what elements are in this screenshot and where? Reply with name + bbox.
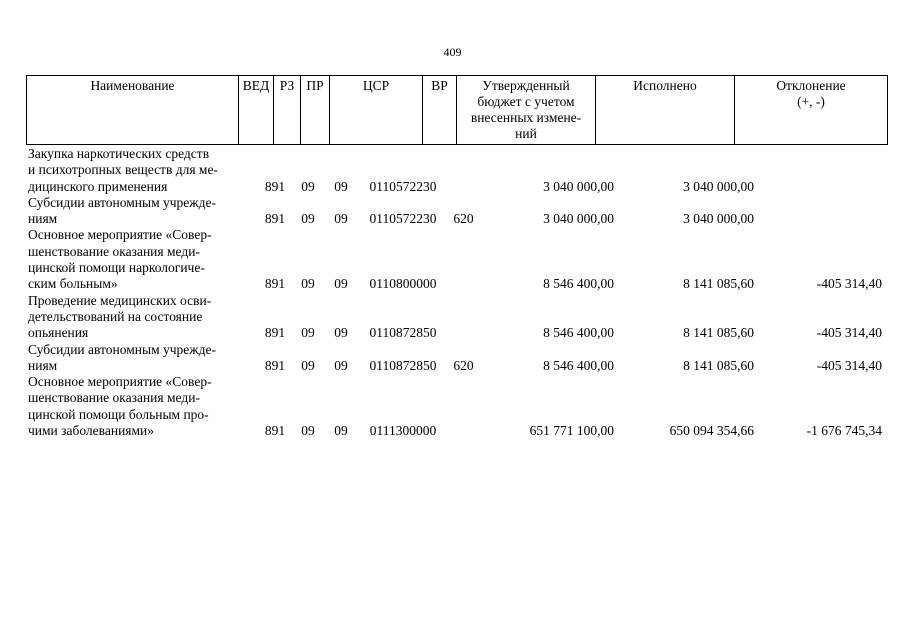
row-vr: 620 — [453, 211, 474, 227]
row-name — [26, 342, 240, 375]
row-name-line: ниям — [28, 357, 58, 373]
row-name-line: Основное мероприятие «Совер- — [28, 374, 212, 390]
table-row — [26, 146, 887, 195]
row-name-line: чими заболеваниями» — [28, 423, 155, 439]
row-budget: 651 771 100,00 — [529, 423, 614, 439]
header-executed: Исполнено — [596, 76, 735, 145]
row-name — [26, 227, 240, 292]
row-ved: 891 — [264, 276, 286, 292]
row-name — [26, 195, 240, 228]
row-name — [26, 293, 240, 342]
row-csr: 0110872850 — [369, 325, 437, 341]
page-number: 409 — [443, 45, 462, 59]
row-executed: 8 141 085,60 — [683, 325, 754, 341]
row-rz: 09 — [301, 276, 315, 292]
row-pr: 09 — [334, 423, 348, 439]
row-pr: 09 — [334, 276, 348, 292]
row-rz: 09 — [301, 423, 315, 439]
row-rz: 09 — [301, 178, 315, 194]
header-pr: ПР — [301, 76, 330, 145]
row-csr: 0110800000 — [369, 276, 437, 292]
row-executed: 8 141 085,60 — [683, 276, 754, 292]
row-pr: 09 — [334, 325, 348, 341]
table-row — [26, 195, 887, 228]
row-executed: 3 040 000,00 — [683, 178, 754, 194]
header-budget-line: внесенных измене- — [470, 110, 582, 125]
header-csr: ЦСР — [330, 76, 423, 145]
row-name-line: ским больным» — [28, 276, 118, 292]
row-budget: 3 040 000,00 — [543, 211, 614, 227]
row-deviation: -405 314,40 — [816, 357, 882, 373]
row-name-line: Закупка наркотических средств — [28, 146, 210, 161]
row-budget: 8 546 400,00 — [543, 357, 614, 373]
row-executed: 8 141 085,60 — [683, 357, 754, 373]
row-pr: 09 — [334, 357, 348, 373]
row-deviation: -1 676 745,34 — [806, 423, 882, 439]
row-ved: 891 — [264, 178, 286, 194]
row-executed: 3 040 000,00 — [683, 211, 754, 227]
header-ved: ВЕД — [239, 76, 274, 145]
row-vr: 620 — [453, 357, 474, 373]
row-name — [26, 146, 240, 195]
row-ved: 891 — [264, 357, 286, 373]
table-row — [26, 293, 887, 342]
row-name-line: цинской помощи больным про- — [28, 406, 209, 422]
table-row — [26, 227, 887, 292]
header-rz: РЗ — [274, 76, 301, 145]
row-csr: 0111300000 — [369, 423, 437, 439]
row-budget: 8 546 400,00 — [543, 325, 614, 341]
row-ved: 891 — [264, 423, 286, 439]
row-name-line: опьянения — [28, 325, 89, 341]
row-rz: 09 — [301, 325, 315, 341]
row-executed: 650 094 354,66 — [669, 423, 754, 439]
row-deviation: -405 314,40 — [816, 276, 882, 292]
row-name-line: Проведение медицинских осви- — [28, 292, 212, 308]
row-rz: 09 — [301, 357, 315, 373]
row-csr: 0110572230 — [369, 178, 437, 194]
row-ved: 891 — [264, 325, 286, 341]
row-name-line: Основное мероприятие «Совер- — [28, 227, 212, 243]
row-budget: 8 546 400,00 — [543, 276, 614, 292]
header-deviation — [735, 76, 888, 145]
header-budget-line: бюджет с учетом — [477, 94, 575, 109]
table-row — [26, 374, 887, 439]
row-name-line: ниям — [28, 211, 58, 227]
row-rz: 09 — [301, 211, 315, 227]
row-name-line: дицинского применения — [28, 178, 168, 194]
row-name — [26, 374, 240, 439]
row-name-line: Субсидии автономным учрежде- — [28, 194, 216, 210]
row-ved: 891 — [264, 211, 286, 227]
table-header — [26, 75, 888, 145]
row-name-line: шенствование оказания меди- — [28, 390, 200, 406]
row-name-line: детельствований на состояние — [28, 308, 203, 324]
header-deviation-line: (+, -) — [797, 94, 825, 109]
row-pr: 09 — [334, 178, 348, 194]
header-vr: ВР — [423, 76, 457, 145]
row-deviation: -405 314,40 — [816, 325, 882, 341]
row-name-line: шенствование оказания меди- — [28, 243, 200, 259]
row-budget: 3 040 000,00 — [543, 178, 614, 194]
row-name-line: цинской помощи наркологиче- — [28, 260, 205, 276]
table-body — [26, 146, 887, 439]
header-name: Наименование — [27, 76, 239, 145]
row-name-line: и психотропных веществ для ме- — [28, 162, 218, 178]
row-name-line: Субсидии автономным учрежде- — [28, 341, 216, 357]
header-budget — [457, 76, 596, 145]
header-budget-line: ний — [515, 126, 537, 141]
row-csr: 0110872850 — [369, 357, 437, 373]
table-row — [26, 342, 887, 375]
header-deviation-line: Отклонение — [776, 78, 846, 93]
header-budget-line: Утвержденный — [482, 78, 570, 93]
row-pr: 09 — [334, 211, 348, 227]
row-csr: 0110572230 — [369, 211, 437, 227]
